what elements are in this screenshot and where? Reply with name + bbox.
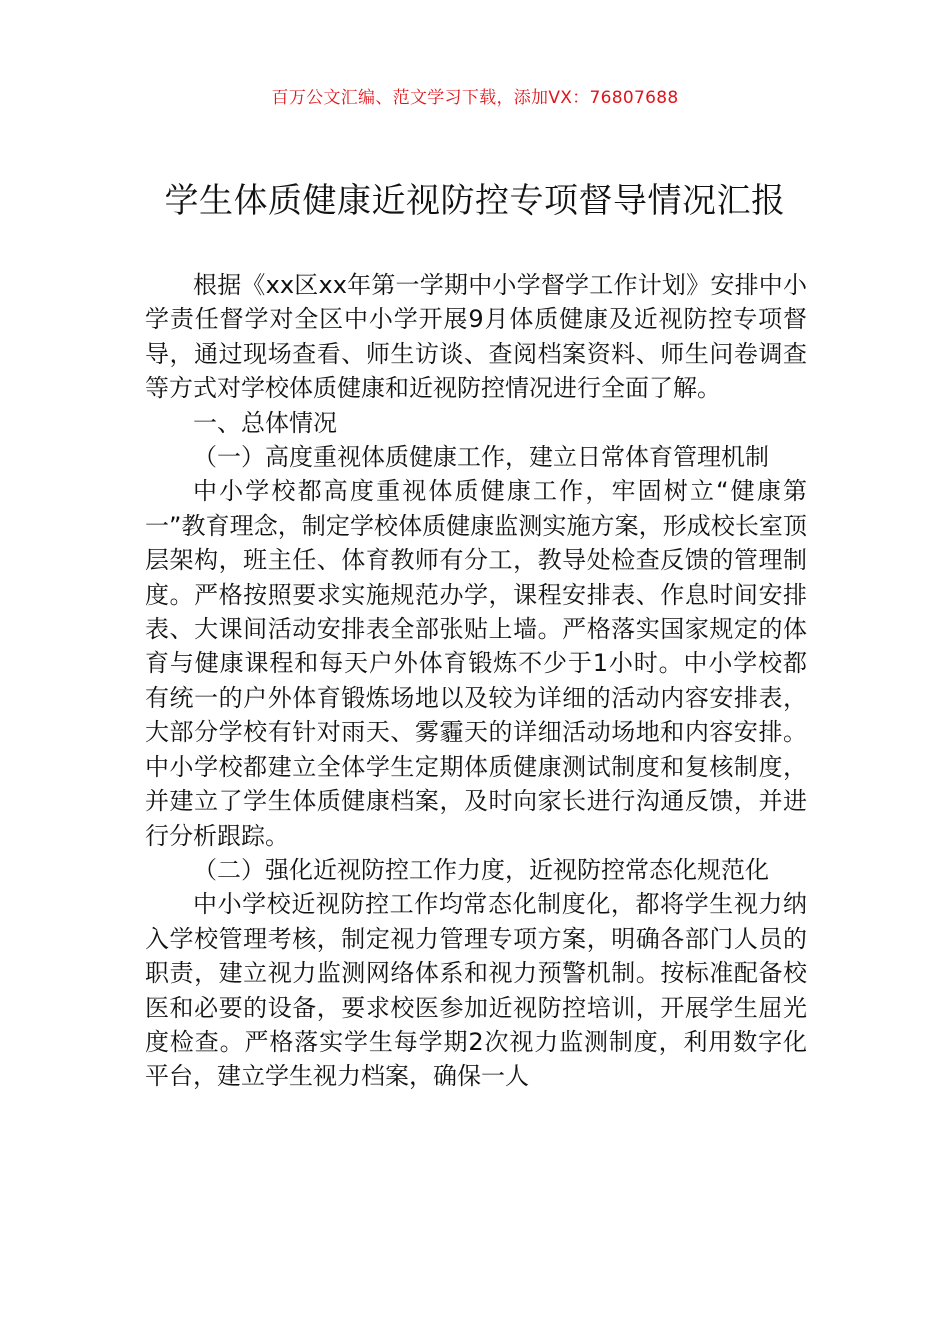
page-title: 学生体质健康近视防控专项督导情况汇报 xyxy=(164,181,786,221)
subsection-heading-1: （一）高度重视体质健康工作，建立日常体育管理机制 xyxy=(193,443,769,472)
header-note: 百万公文汇编、范文学习下载，添加VX：76807688 xyxy=(271,88,679,108)
paragraph-myopia-control: 中小学校近视防控工作均常态化制度化，都将学生视力纳入学校管理考核，制定视力管理专项方案，明确各部门人员的职责，建立视力监测网络体系和视力预警机制。按标准配备校医和必要的设备，要求校医参加近视防控培训，开展学生屈光度检查。严格落实学生每学期2次视力监测制度，利用数字化平台，建立学生视力档案，确保一人 xyxy=(145,890,807,1091)
document-body xyxy=(145,268,807,1094)
section-heading-overview: 一、总体情况 xyxy=(193,408,337,437)
paragraph-intro: 根据《xx区xx年第一学期中小学督学工作计划》安排中小学责任督学对全区中小学开展9月体质健康及近视防控专项督导，通过现场查看、师生访谈、查阅档案资料、师生问卷调查等方式对学校体质健康和近视防控情况进行全面了解。 xyxy=(145,271,807,403)
paragraph-physical-health: 中小学校都高度重视体质健康工作，牢固树立“健康第一”教育理念，制定学校体质健康监测实施方案，形成校长室顶层架构，班主任、体育教师有分工，教导处检查反馈的管理制度。严格按照要求实施规范办学，课程安排表、作息时间安排表、大课间活动安排表全部张贴上墙。严格落实国家规定的体育与健康课程和每天户外体育锻炼不少于1小时。中小学校都有统一的户外体育锻炼场地以及较为详细的活动内容安排表，大部分学校有针对雨天、雾霾天的详细活动场地和内容安排。中小学校都建立全体学生定期体质健康测试制度和复核制度，并建立了学生体质健康档案，及时向家长进行沟通反馈，并进行分析跟踪。 xyxy=(145,477,807,850)
subsection-heading-2: （二）强化近视防控工作力度，近视防控常态化规范化 xyxy=(193,855,769,884)
